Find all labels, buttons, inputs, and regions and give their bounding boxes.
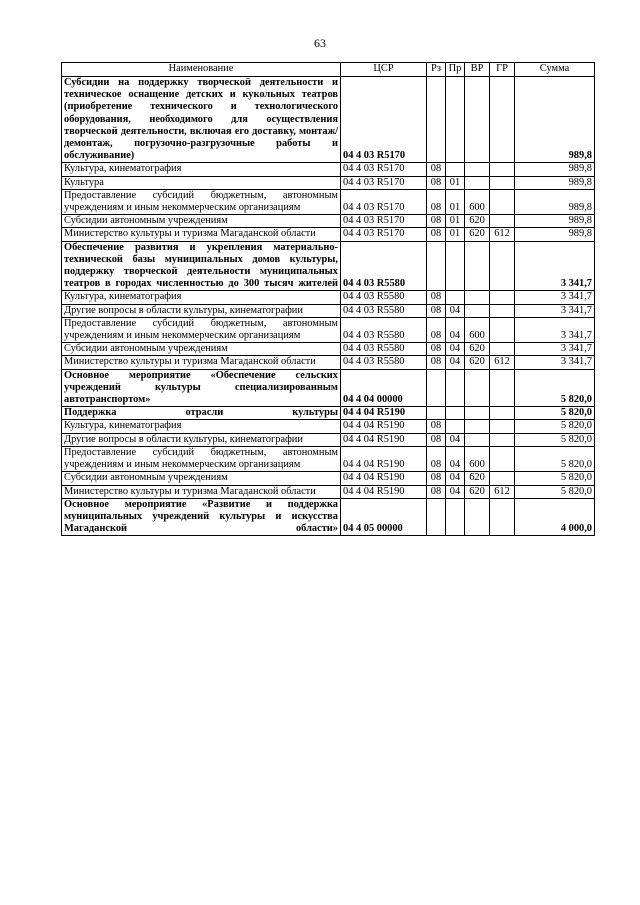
row-vr [465, 433, 490, 446]
row-name: Субсидии автономным учреждениям [62, 215, 341, 228]
row-vr: 620 [465, 215, 490, 228]
row-gr [490, 241, 515, 291]
row-name: Предоставление субсидий бюджетным, автономным учреждениям и иным некоммерческим организациям [62, 317, 341, 342]
row-sum: 989,8 [515, 215, 595, 228]
table-row [62, 189, 595, 214]
row-gr [490, 472, 515, 485]
row-gr: 612 [490, 228, 515, 241]
row-vr: 600 [465, 189, 490, 214]
row-gr [490, 176, 515, 189]
row-csr: 04 4 04 R5190 [341, 472, 427, 485]
row-csr: 04 4 03 R5580 [341, 241, 427, 291]
row-gr [490, 498, 515, 536]
table-row [62, 176, 595, 189]
row-pr: 04 [446, 304, 465, 317]
row-vr: 620 [465, 343, 490, 356]
row-name: Культура, кинематография [62, 163, 341, 176]
row-rz: 08 [427, 356, 446, 369]
row-csr: 04 4 03 R5580 [341, 356, 427, 369]
row-name: Другие вопросы в области культуры, кинематографии [62, 433, 341, 446]
table-row [62, 407, 595, 420]
row-rz: 08 [427, 215, 446, 228]
table-row [62, 369, 595, 407]
row-rz: 08 [427, 163, 446, 176]
row-rz: 08 [427, 420, 446, 433]
row-vr [465, 304, 490, 317]
row-pr [446, 77, 465, 163]
budget-table [61, 62, 595, 536]
row-name: Основное мероприятие «Развитие и поддержка муниципальных учреждений культуры и искусства Магаданской области» [62, 498, 341, 536]
row-sum: 989,8 [515, 189, 595, 214]
row-name: Предоставление субсидий бюджетным, автономным учреждениям и иным некоммерческим организациям [62, 189, 341, 214]
row-csr: 04 4 03 R5580 [341, 304, 427, 317]
row-rz: 08 [427, 343, 446, 356]
row-vr: 620 [465, 485, 490, 498]
row-name: Культура, кинематография [62, 291, 341, 304]
table-row [62, 228, 595, 241]
row-vr [465, 407, 490, 420]
row-vr: 620 [465, 472, 490, 485]
row-sum: 3 341,7 [515, 241, 595, 291]
table-row [62, 498, 595, 536]
row-rz [427, 407, 446, 420]
row-name: Культура [62, 176, 341, 189]
row-pr: 04 [446, 317, 465, 342]
row-pr: 01 [446, 176, 465, 189]
row-vr [465, 176, 490, 189]
row-sum: 5 820,0 [515, 420, 595, 433]
table-row [62, 77, 595, 163]
table-row [62, 304, 595, 317]
row-sum: 5 820,0 [515, 485, 595, 498]
table-row [62, 215, 595, 228]
table-row [62, 241, 595, 291]
row-vr [465, 241, 490, 291]
row-pr [446, 163, 465, 176]
table-header-row [62, 63, 595, 77]
table-row [62, 343, 595, 356]
row-vr: 600 [465, 446, 490, 471]
row-pr: 01 [446, 189, 465, 214]
row-vr: 600 [465, 317, 490, 342]
row-gr [490, 343, 515, 356]
row-rz: 08 [427, 176, 446, 189]
row-pr [446, 369, 465, 407]
row-rz: 08 [427, 485, 446, 498]
table-row [62, 291, 595, 304]
row-csr: 04 4 04 R5190 [341, 433, 427, 446]
header-gr: ГР [490, 63, 515, 77]
row-pr: 04 [446, 485, 465, 498]
row-sum: 3 341,7 [515, 356, 595, 369]
row-csr: 04 4 04 00000 [341, 369, 427, 407]
row-vr: 620 [465, 228, 490, 241]
row-vr [465, 291, 490, 304]
row-rz [427, 77, 446, 163]
row-csr: 04 4 03 R5580 [341, 291, 427, 304]
row-pr [446, 241, 465, 291]
row-sum: 3 341,7 [515, 343, 595, 356]
row-pr: 04 [446, 343, 465, 356]
row-vr [465, 420, 490, 433]
table-row [62, 420, 595, 433]
row-csr: 04 4 03 R5170 [341, 77, 427, 163]
row-gr [490, 304, 515, 317]
row-csr: 04 4 04 R5190 [341, 485, 427, 498]
table-row [62, 163, 595, 176]
row-rz [427, 369, 446, 407]
header-sum: Сумма [515, 63, 595, 77]
row-pr: 04 [446, 446, 465, 471]
row-gr [490, 77, 515, 163]
page-number: 63 [314, 36, 326, 50]
table-row [62, 446, 595, 471]
row-rz [427, 241, 446, 291]
row-name: Субсидии автономным учреждениям [62, 472, 341, 485]
row-name: Поддержка отрасли культуры [62, 407, 341, 420]
row-rz: 08 [427, 317, 446, 342]
row-sum: 989,8 [515, 176, 595, 189]
row-sum: 989,8 [515, 163, 595, 176]
row-name: Основное мероприятие «Обеспечение сельских учреждений культуры специализированным автотранспортом» [62, 369, 341, 407]
row-gr [490, 369, 515, 407]
row-name: Другие вопросы в области культуры, кинематографии [62, 304, 341, 317]
row-sum: 989,8 [515, 228, 595, 241]
row-sum: 4 000,0 [515, 498, 595, 536]
row-sum: 3 341,7 [515, 291, 595, 304]
header-pr: Пр [446, 63, 465, 77]
row-pr: 04 [446, 472, 465, 485]
row-sum: 5 820,0 [515, 433, 595, 446]
row-csr: 04 4 04 R5190 [341, 407, 427, 420]
row-csr: 04 4 04 R5190 [341, 420, 427, 433]
row-rz: 08 [427, 446, 446, 471]
row-csr: 04 4 03 R5170 [341, 215, 427, 228]
header-vr: ВР [465, 63, 490, 77]
row-name: Министерство культуры и туризма Магаданской области [62, 356, 341, 369]
row-csr: 04 4 03 R5170 [341, 189, 427, 214]
row-gr [490, 407, 515, 420]
table-row [62, 433, 595, 446]
table-row [62, 317, 595, 342]
row-csr: 04 4 03 R5170 [341, 176, 427, 189]
row-csr: 04 4 04 R5190 [341, 446, 427, 471]
row-name: Субсидии на поддержку творческой деятельности и техническое оснащение детских и кукольных театров (приобретение технического и технологического оборудования, необходимого для осуществления творческой деятельности, включая его доставку, монтаж/демонтаж, погрузочно-разгрузочные работы и обслуживание) [62, 77, 341, 163]
row-sum: 989,8 [515, 77, 595, 163]
row-sum: 3 341,7 [515, 304, 595, 317]
row-rz [427, 498, 446, 536]
row-sum: 5 820,0 [515, 407, 595, 420]
row-vr [465, 498, 490, 536]
row-rz: 08 [427, 189, 446, 214]
row-vr [465, 77, 490, 163]
row-csr: 04 4 03 R5580 [341, 343, 427, 356]
row-gr [490, 420, 515, 433]
row-gr [490, 446, 515, 471]
row-pr [446, 291, 465, 304]
header-csr: ЦСР [341, 63, 427, 77]
row-name: Министерство культуры и туризма Магаданской области [62, 228, 341, 241]
row-csr: 04 4 05 00000 [341, 498, 427, 536]
row-pr [446, 498, 465, 536]
row-csr: 04 4 03 R5170 [341, 228, 427, 241]
row-rz: 08 [427, 472, 446, 485]
row-vr [465, 163, 490, 176]
row-vr [465, 369, 490, 407]
row-pr [446, 407, 465, 420]
row-name: Субсидии автономным учреждениям [62, 343, 341, 356]
table-row [62, 485, 595, 498]
row-rz: 08 [427, 433, 446, 446]
row-name: Культура, кинематография [62, 420, 341, 433]
row-sum: 5 820,0 [515, 369, 595, 407]
row-gr [490, 433, 515, 446]
row-vr: 620 [465, 356, 490, 369]
row-name: Министерство культуры и туризма Магаданской области [62, 485, 341, 498]
row-rz: 08 [427, 304, 446, 317]
row-csr: 04 4 03 R5580 [341, 317, 427, 342]
row-gr [490, 215, 515, 228]
row-gr [490, 163, 515, 176]
row-pr: 01 [446, 228, 465, 241]
row-sum: 5 820,0 [515, 472, 595, 485]
table-row [62, 356, 595, 369]
row-gr [490, 189, 515, 214]
row-pr: 04 [446, 356, 465, 369]
row-pr: 04 [446, 433, 465, 446]
row-rz: 08 [427, 291, 446, 304]
row-sum: 3 341,7 [515, 317, 595, 342]
row-csr: 04 4 03 R5170 [341, 163, 427, 176]
row-gr [490, 291, 515, 304]
table-row [62, 472, 595, 485]
header-name: Наименование [62, 63, 341, 77]
row-gr: 612 [490, 356, 515, 369]
row-pr [446, 420, 465, 433]
row-sum: 5 820,0 [515, 446, 595, 471]
row-gr [490, 317, 515, 342]
row-pr: 01 [446, 215, 465, 228]
row-name: Предоставление субсидий бюджетным, автономным учреждениям и иным некоммерческим организациям [62, 446, 341, 471]
row-gr: 612 [490, 485, 515, 498]
row-rz: 08 [427, 228, 446, 241]
header-rz: Рз [427, 63, 446, 77]
row-name: Обеспечение развития и укрепления материально-технической базы муниципальных домов культуры, поддержку творческой деятельности муниципальных театров в городах численностью до 300 тысяч жителей [62, 241, 341, 291]
